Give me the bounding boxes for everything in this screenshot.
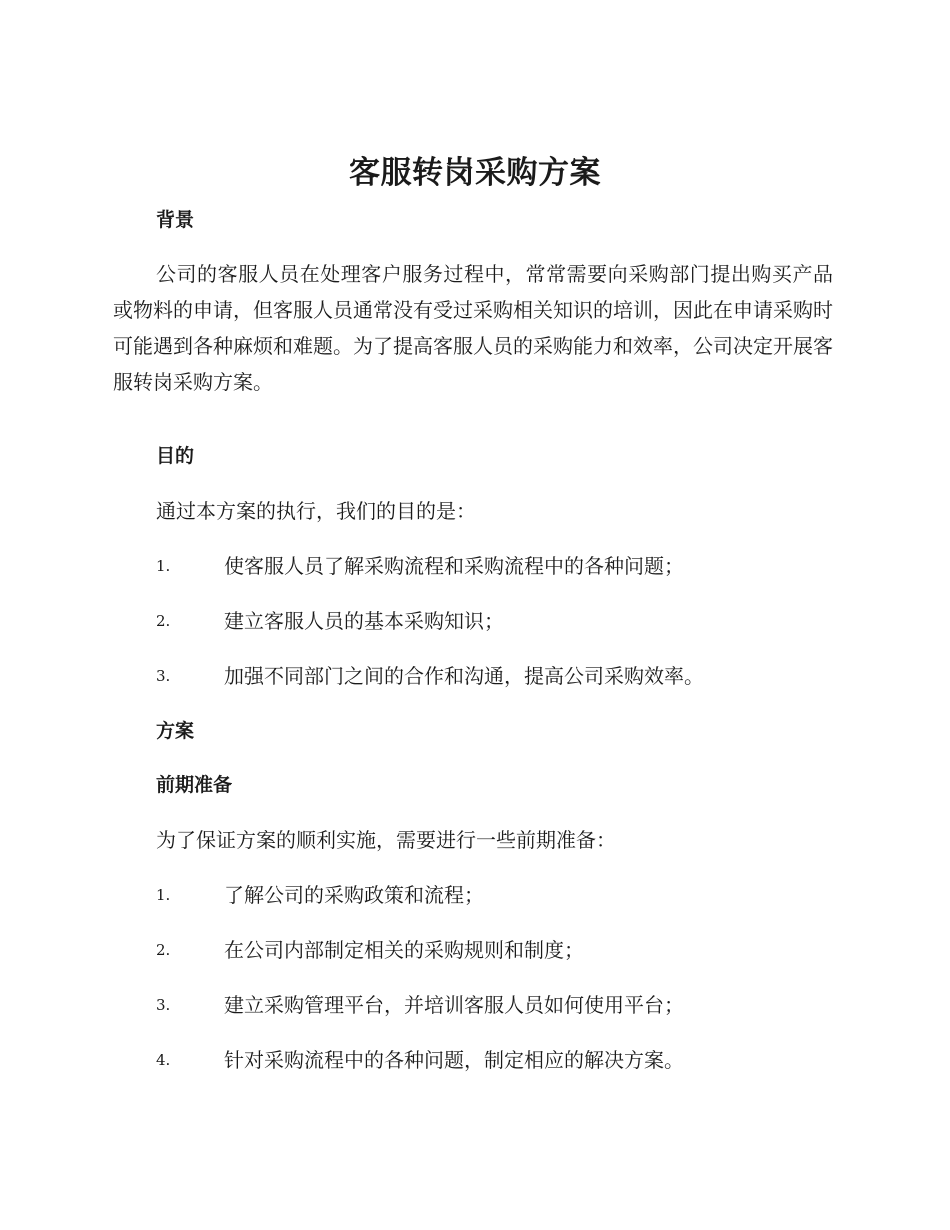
- background-paragraph: 公司的客服人员在处理客户服务过程中，常常需要向采购部门提出购买产品或物料的申请，但客服人员通常没有受过采购相关知识的培训，因此在申请采购时可能遇到各种麻烦和难题。为了提高客服人员的采购能力和效率，公司决定开展客服转岗采购方案。: [113, 262, 833, 394]
- list-text: 建立客服人员的基本采购知识；: [224, 609, 504, 633]
- list-number: 2.: [156, 941, 171, 959]
- list-number: 4.: [156, 1051, 171, 1069]
- list-text: 在公司内部制定相关的采购规则和制度；: [224, 938, 584, 962]
- list-number: 3.: [156, 667, 171, 685]
- subsection-heading-preparation: 前期准备: [156, 774, 233, 796]
- purpose-intro: 通过本方案的执行，我们的目的是：: [156, 499, 476, 523]
- list-text: 使客服人员了解采购流程和采购流程中的各种问题；: [224, 554, 684, 578]
- page-title: 客服转岗采购方案: [349, 155, 601, 191]
- list-number: 3.: [156, 996, 171, 1014]
- list-number: 1.: [156, 557, 171, 575]
- section-heading-purpose: 目的: [156, 445, 195, 467]
- preparation-intro: 为了保证方案的顺利实施，需要进行一些前期准备：: [156, 828, 616, 852]
- list-text: 针对采购流程中的各种问题，制定相应的解决方案。: [224, 1048, 684, 1072]
- list-number: 2.: [156, 612, 171, 630]
- section-heading-background: 背景: [156, 209, 195, 231]
- list-number: 1.: [156, 886, 171, 904]
- list-text: 加强不同部门之间的合作和沟通，提高公司采购效率。: [224, 664, 704, 688]
- section-heading-plan: 方案: [156, 720, 195, 742]
- list-text: 建立采购管理平台，并培训客服人员如何使用平台；: [224, 993, 684, 1017]
- list-text: 了解公司的采购政策和流程；: [224, 883, 484, 907]
